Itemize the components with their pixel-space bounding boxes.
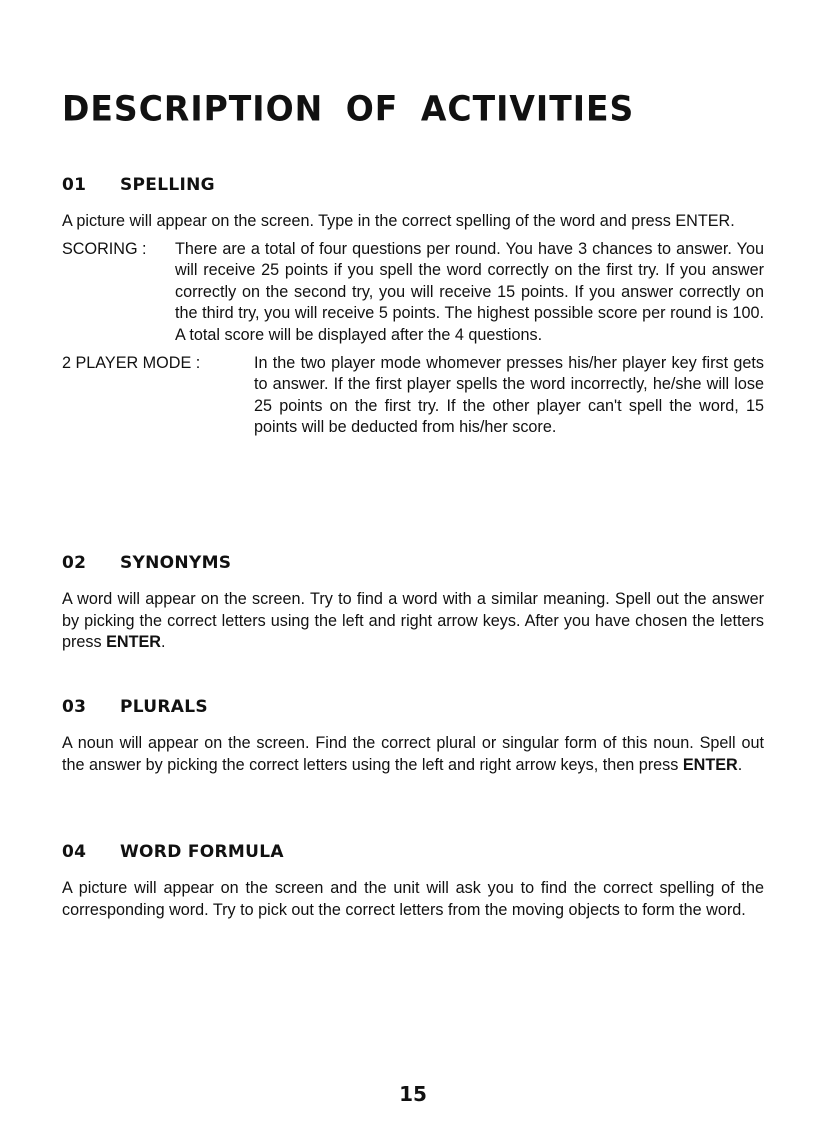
scoring-row [62,239,764,347]
section-number: 02 [62,553,87,573]
body-text: A noun will appear on the screen. Find the correct plural or singular form of this noun. Spell out the answer by picking the correct letters using the left and right arrow keys, then press [62,734,764,774]
section-number: 04 [62,842,87,862]
section-body: A picture will appear on the screen. Type in the correct spelling of the word and press ENTER. [62,212,735,230]
section-title: PLURALS [120,697,208,717]
section-title: WORD FORMULA [120,842,284,862]
section-heading [62,842,764,862]
scoring-label: SCORING : [62,239,147,258]
section-heading [62,553,764,573]
section-synonyms [62,553,764,654]
section-heading [62,175,764,195]
section-spelling [62,175,764,439]
section-body [62,589,764,654]
enter-key-label: ENTER [682,755,738,774]
section-number: 01 [62,175,87,195]
two-player-text: In the two player mode whomever presses his/her player key first gets to answer. If the first player spells the word incorrectly, he/she will lose 25 points on the first try. If the other player can't spell the word, 15 points will be deducted from his/her score. [254,353,764,437]
body-text: A word will appear on the screen. Try to find a word with a similar meaning. Spell out the answer by picking the correct letters using the left and right arrow keys. After you have chosen the letters press [62,590,764,652]
section-word-formula [62,842,764,921]
body-end: . [737,755,743,774]
manual-page [62,0,764,1145]
scoring-text: There are a total of four questions per round. You have 3 chances to answer. You will receive 25 points if you spell the word correctly on the first try. If you answer correctly on the second try, you will receive 15 points. If you answer correctly on the third try, you will receive 5 points. The highest possible score per round is 100. A total score will be displayed after the 4 questions. [175,239,764,344]
two-player-row [62,353,764,439]
page-title: DESCRIPTION OF ACTIVITIES [62,88,635,129]
section-body: A picture will appear on the screen and the unit will ask you to find the correct spelling of the corresponding word. Try to pick out the correct letters from the moving objects to form the word. [62,879,764,919]
two-player-label: 2 PLAYER MODE : [62,353,201,372]
section-heading [62,697,764,717]
body-end: . [160,633,166,652]
section-title: SPELLING [120,175,215,195]
section-title: SYNONYMS [120,553,232,573]
section-plurals [62,697,764,776]
section-number: 03 [62,697,87,717]
section-body [62,733,764,776]
enter-key-label: ENTER [106,633,161,652]
page-number: 15 [399,1082,427,1106]
